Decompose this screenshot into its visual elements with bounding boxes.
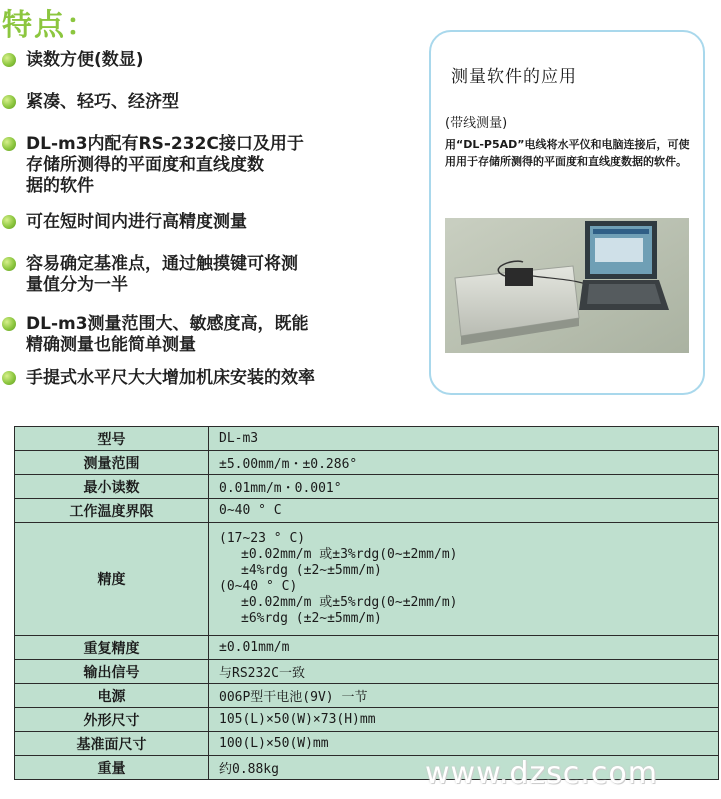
- feature-text: 存储所测得的平面度和直线度数: [26, 155, 264, 175]
- spec-key: 重量: [15, 756, 209, 780]
- accuracy-line: (0~40 ° C): [219, 579, 298, 594]
- feature-text: DL-m3测量范围大、敏感度高，既能: [26, 314, 309, 334]
- spec-value: 105(L)×50(W)×73(H)mm: [209, 708, 719, 732]
- spec-value: ±5.00mm/m・±0.286°: [209, 451, 719, 475]
- software-box-subtitle: (带线测量): [445, 116, 508, 131]
- spec-key: 测量范围: [15, 451, 209, 475]
- spec-key: 型号: [15, 427, 209, 451]
- table-row: [15, 451, 719, 475]
- spec-value: 006P型干电池(9V) 一节: [209, 684, 719, 708]
- feature-text: 容易确定基准点，通过触摸键可将测: [26, 254, 298, 274]
- spec-key: 精度: [15, 523, 209, 636]
- spec-value: 100(L)×50(W)mm: [209, 732, 719, 756]
- watermark: www.dzsc.com: [425, 756, 658, 791]
- spec-key: 工作温度界限: [15, 499, 209, 523]
- table-row: [15, 427, 719, 451]
- feature-text: 可在短时间内进行高精度测量: [26, 212, 247, 232]
- spec-value: DL-m3: [209, 427, 719, 451]
- accuracy-line: (17~23 ° C): [219, 531, 306, 546]
- green-bullet-icon: [2, 371, 16, 385]
- accuracy-line: ±0.02mm/m 或±5%rdg(0~±2mm/m): [241, 595, 458, 610]
- table-row: [15, 523, 719, 636]
- spec-value: 0.01mm/m・0.001°: [209, 475, 719, 499]
- accuracy-line: ±4%rdg (±2~±5mm/m): [241, 563, 382, 578]
- feature-text: 精确测量也能简单测量: [26, 335, 196, 355]
- software-box-description: 用“DL-P5AD”电线将水平仪和电脑连接后，可使用用于存储所测得的平面度和直线度数据的软件。: [445, 138, 690, 168]
- green-bullet-icon: [2, 215, 16, 229]
- feature-text: 紧凑、轻巧、经济型: [26, 92, 179, 112]
- spec-value: 0~40 ° C: [209, 499, 719, 523]
- spec-value: ±0.01mm/m: [209, 636, 719, 660]
- table-row: [15, 708, 719, 732]
- feature-text: 据的软件: [26, 176, 94, 196]
- spec-key: 电源: [15, 684, 209, 708]
- green-bullet-icon: [2, 137, 16, 151]
- green-bullet-icon: [2, 257, 16, 271]
- spec-key: 重复精度: [15, 636, 209, 660]
- spec-key: 最小读数: [15, 475, 209, 499]
- feature-text: 读数方便(数显): [26, 50, 144, 70]
- spec-key: 输出信号: [15, 660, 209, 684]
- feature-text: 量值分为一半: [26, 275, 128, 295]
- section-title: 特点：: [2, 8, 98, 43]
- spec-value: [209, 523, 719, 636]
- table-row: [15, 684, 719, 708]
- green-bullet-icon: [2, 317, 16, 331]
- spec-value: 约0.88kg: [209, 756, 719, 780]
- spec-table: [14, 426, 719, 780]
- software-info-box: [429, 30, 705, 395]
- table-row: [15, 732, 719, 756]
- spec-value: 与RS232C一致: [209, 660, 719, 684]
- green-bullet-icon: [2, 53, 16, 67]
- accuracy-line: ±6%rdg (±2~±5mm/m): [241, 611, 382, 626]
- table-row: [15, 660, 719, 684]
- green-bullet-icon: [2, 95, 16, 109]
- spec-key: 基准面尺寸: [15, 732, 209, 756]
- product-photo: [445, 218, 689, 353]
- feature-text: 手提式水平尺大大增加机床安装的效率: [26, 368, 315, 388]
- table-row: [15, 499, 719, 523]
- software-box-title: 测量软件的应用: [451, 67, 577, 87]
- accuracy-line: ±0.02mm/m 或±3%rdg(0~±2mm/m): [241, 547, 458, 562]
- feature-text: DL-m3内配有RS-232C接口及用于: [26, 134, 304, 154]
- table-row: [15, 475, 719, 499]
- table-row: [15, 636, 719, 660]
- spec-key: 外形尺寸: [15, 708, 209, 732]
